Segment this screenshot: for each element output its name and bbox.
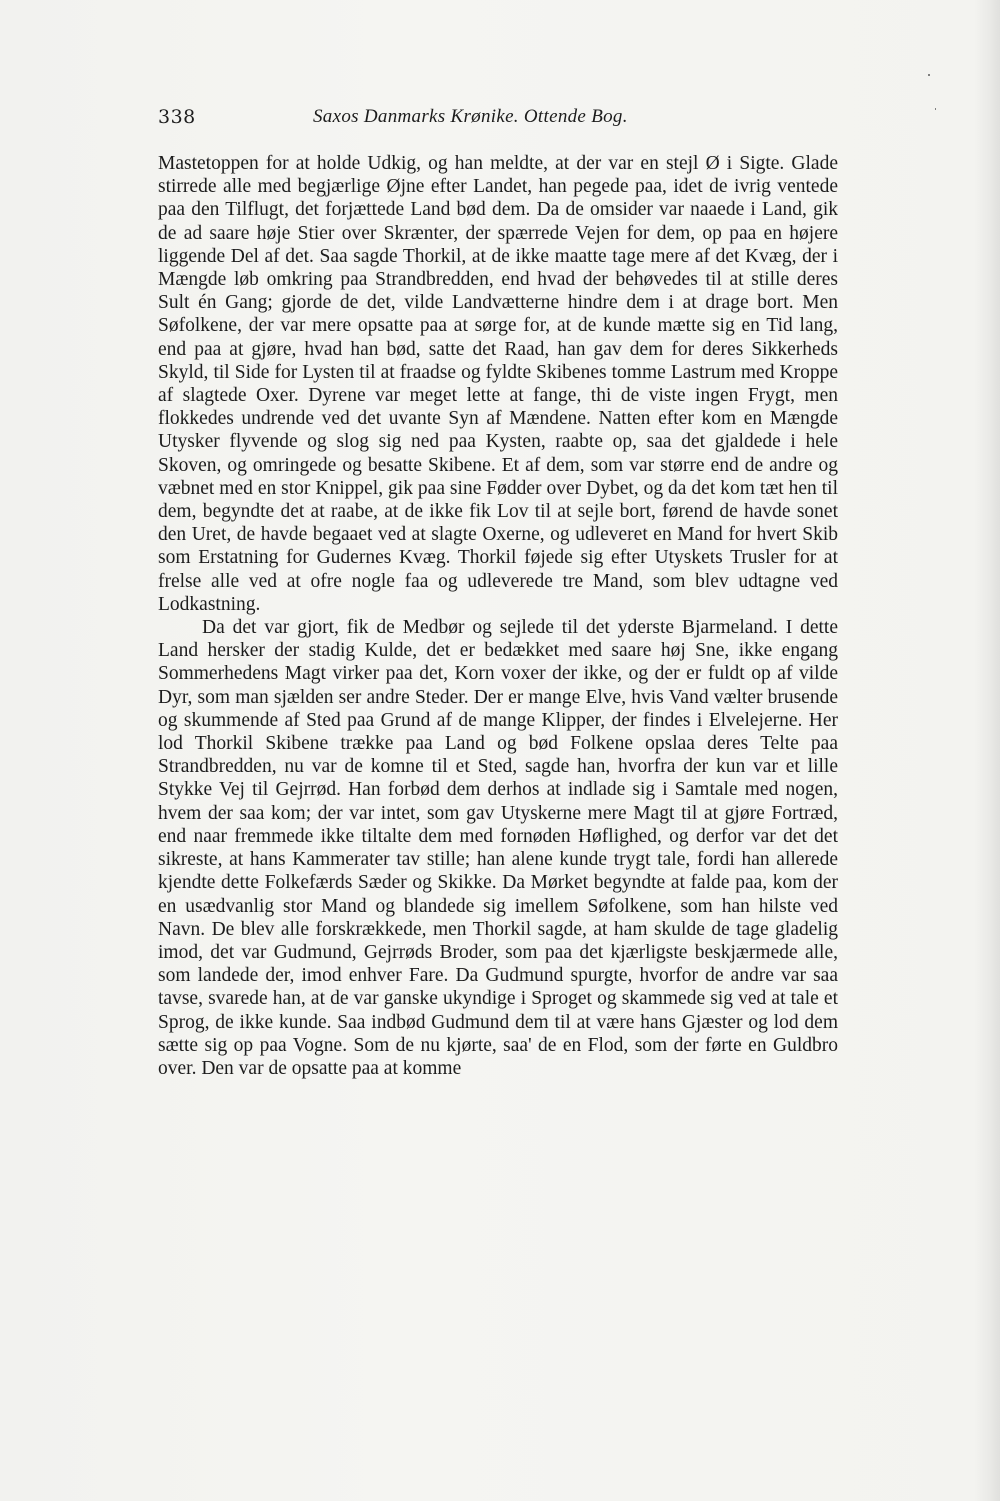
page-header xyxy=(158,106,848,136)
paragraph: Da det var gjort, fik de Medbør og sejlede til det yderste Bjarmeland. I dette Land hersker der stadig Kulde, det er bedækket med saare høj Sne, ikke engang Sommerhedens Magt virker paa det, Korn voxer der ikke, og der er fuldt op af vilde Dyr, som man sjælden ser andre Steder. Der er mange Elve, hvis Vand vælter brusende og skummende af Sted paa Grund af de mange Klipper, der findes i Elvelejerne. Her lod Thorkil Skibene trække paa Land og bød Folkene opslaa deres Telte paa Strandbredden, nu var de komne til et Sted, sagde han, hvorfra der kun var et lille Stykke Vej til Gejrrød. Han forbød dem derhos at indlade sig i Samtale med nogen, hvem der saa kom; der var intet, som gav Utyskerne mere Magt til at gjøre Fortræd, end naar fremmede ikke tiltalte dem med fornøden Høflighed, og derfor var det det sikreste, at hans Kammerater tav stille; han alene kunde trygt tale, fordi han allerede kjendte dette Folkefærds Sæder og Skikke. Da Mørket begyndte at falde paa, kom der en usædvanlig stor Mand og blandede sig imellem Søfolkene, som han hilste ved Navn. De blev alle forskrækkede, men Thorkil sagde, at ham skulde de tage gladelig imod, det var Gudmund, Gejrrøds Broder, som paa det kjærligste beskjærmede alle, som landede der, imod enhver Fare. Da Gudmund spurgte, hvorfor de andre var saa tavse, svarede han, at de var ganske ukyndige i Sproget og skammede sig ved at tale et Sprog, de ikke kunde. Saa indbød Gudmund dem til at være hans Gjæster og lod dem sætte sig op paa Vogne. Som de nu kjørte, saa' de en Flod, som der førte en Guldbro over. Den var de opsatte paa at komme xyxy=(158,617,838,1079)
paper-speck xyxy=(935,108,936,110)
running-head: Saxos Danmarks Krønike. Ottende Bog. xyxy=(313,106,628,127)
body-text xyxy=(158,152,838,1080)
paragraph: Mastetoppen for at holde Udkig, og han meldte, at der var en stejl Ø i Sigte. Glade stirrede alle med begjærlige Øjne efter Landet, han pegede paa, idet de ivrig ventede paa den Tilflugt, det forjættede Land bød dem. Da de omsider var naaede i Land, gik de ad saare høje Stier over Skrænter, der spærrede Vejen for dem, op paa en højere liggende Del af det. Saa sagde Thorkil, at de ikke maatte tage mere af det Kvæg, der i Mængde løb omkring paa Strandbredden, end hvad der behøvedes til at stille deres Sult én Gang; gjorde de det, vilde Landvætterne hindre dem i at drage bort. Men Søfolkene, der var mere opsatte paa at sørge for, at de kunde mætte sig en Tid lang, end paa at gjøre, hvad han bød, satte det Raad, han gav dem for deres Sikkerheds Skyld, til Side for Lysten til at fraadse og fyldte Skibenes tomme Lastrum med Kroppe af slagtede Oxer. Dyrene var meget lette at fange, thi de viste ingen Frygt, men flokkedes undrende ved det uvante Syn af Mændene. Natten efter kom en Mængde Utysker flyvende og slog sig ned paa Kysten, raabte op, saa det gjaldede i hele Skoven, og omringede og besatte Skibene. Et af dem, som var større end de andre og væbnet med en stor Knippel, gik paa sine Fødder over Dybet, og da det kom tæt hen til dem, begyndte det at raabe, at de ikke fik Lov til at sejle bort, førend de havde sonet den Uret, de havde begaaet ved at slagte Oxerne, og udleveret en Mand for hvert Skib som Erstatning for Gudernes Kvæg. Thorkil føjede sig efter Utyskets Trusler for at frelse alle ved at ofre nogle faa og udleverede tre Mand, som blev udtagne ved Lodkastning. xyxy=(158,153,838,615)
page-number: 338 xyxy=(158,106,196,128)
paper-speck xyxy=(928,74,930,76)
page-edge-shadow xyxy=(974,0,1000,1501)
